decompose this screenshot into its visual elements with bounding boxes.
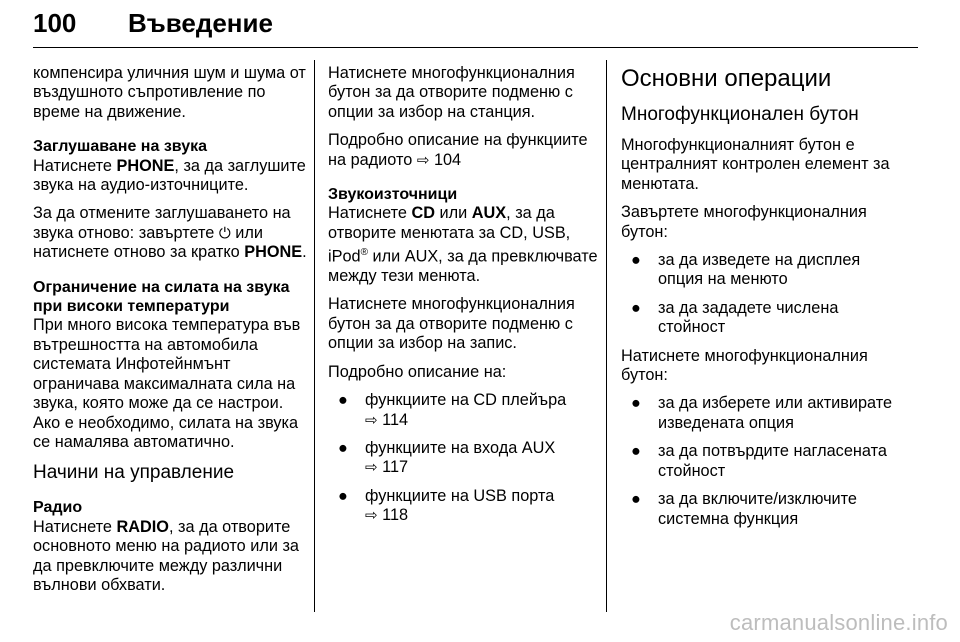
column-3 bbox=[621, 64, 896, 538]
list-item-text: за да изведете на дисплея опция на менюто bbox=[658, 251, 861, 289]
column-divider-1 bbox=[314, 60, 315, 612]
bullet-icon: ● bbox=[338, 486, 348, 505]
mute-paragraph-2 bbox=[33, 204, 308, 262]
mute-heading: Заглушаване на звука bbox=[33, 138, 208, 156]
bullet-icon: ● bbox=[631, 251, 641, 270]
list-item-text: функциите на входа AUX bbox=[365, 438, 556, 457]
radio-key: RADIO bbox=[116, 517, 169, 536]
intro-text: компенсира уличния шум и шума от въздушното съпротивление по време на движение. bbox=[33, 64, 306, 121]
phone-key: PHONE bbox=[244, 243, 303, 262]
list-item bbox=[621, 394, 896, 433]
watermark: carmanualsonline.info bbox=[729, 610, 948, 635]
radio-heading: Радио bbox=[33, 499, 83, 517]
radio-paragraph bbox=[33, 518, 308, 596]
list-item bbox=[621, 442, 896, 481]
basic-operations-heading: Основни операции bbox=[621, 65, 832, 92]
page-number: 100 bbox=[33, 8, 77, 38]
column-1 bbox=[33, 64, 308, 604]
page-ref-arrow-icon: ⇨ bbox=[365, 411, 378, 429]
volume-limit-heading: Ограничение на силата на звука при високи температури bbox=[33, 278, 290, 316]
text: За да отмените заглушаването на звука отново: завъртете bbox=[33, 204, 291, 242]
source-functions-list bbox=[328, 391, 600, 525]
page-ref: 104 bbox=[433, 150, 462, 169]
press-list bbox=[621, 394, 896, 528]
list-item-text: за да включите/изключите системна функция bbox=[658, 490, 857, 528]
multifunction-knob-heading: Многофункционален бутон bbox=[621, 104, 859, 125]
power-knob-icon: ⏻ bbox=[218, 224, 231, 242]
rotate-list bbox=[621, 251, 896, 338]
sources-paragraph bbox=[328, 204, 600, 286]
list-item bbox=[621, 490, 896, 529]
cd-key: CD bbox=[411, 204, 436, 223]
page-ref-arrow-icon: ⇨ bbox=[365, 459, 378, 477]
page-ref: 118 bbox=[382, 506, 409, 525]
list-item-text: за да изберете или активирате изведената опция bbox=[658, 394, 893, 432]
phone-key: PHONE bbox=[116, 156, 175, 175]
volume-limit-paragraph: При много висока температура във вътрешността на автомобила системата Инфотейнмънт ограничава максималната сила на звука, която може да се настрои. Ако е необходимо, силата на звука се намалява автоматично. bbox=[33, 316, 301, 451]
list-item bbox=[328, 487, 600, 526]
list-item-text: за да зададете числена стойност bbox=[658, 298, 839, 337]
text: , за да отворите основното меню на радиото или за да превключите между различни вълнови обхвати. bbox=[33, 517, 299, 594]
text: . bbox=[302, 243, 307, 262]
radio-functions-paragraph bbox=[328, 131, 600, 170]
list-item bbox=[328, 439, 600, 478]
text: Натиснете bbox=[33, 517, 117, 536]
mute-paragraph-1 bbox=[33, 157, 308, 196]
column-divider-2 bbox=[606, 60, 607, 612]
controls-heading: Начини на управление bbox=[33, 462, 235, 484]
text: Натиснете bbox=[328, 204, 412, 223]
list-item bbox=[621, 251, 896, 290]
details-paragraph: Подробно описание на: bbox=[328, 362, 507, 381]
track-menu-paragraph: Натиснете многофункционалния бутон за да отворите подменю с опции за избор на запис. bbox=[328, 295, 575, 353]
list-item-text: функциите на CD плейъра bbox=[365, 391, 567, 410]
bullet-icon: ● bbox=[631, 394, 641, 413]
list-item bbox=[621, 299, 896, 338]
knob-intro-paragraph: Многофункционалният бутон е централният контролен елемент за менютата. bbox=[621, 136, 890, 193]
rotate-knob-paragraph: Завъртете многофункционалния бутон: bbox=[621, 203, 867, 241]
header-rule bbox=[33, 47, 918, 48]
page-title: Въведение bbox=[128, 8, 273, 38]
bullet-icon: ● bbox=[338, 391, 348, 410]
aux-key: AUX bbox=[471, 204, 507, 223]
registered-mark: ® bbox=[360, 247, 368, 259]
bullet-icon: ● bbox=[631, 490, 641, 509]
bullet-icon: ● bbox=[631, 298, 641, 317]
text: или натиснете отново за кратко bbox=[33, 223, 263, 262]
list-item bbox=[328, 391, 600, 430]
text: Подробно описание на функциите на радиото bbox=[328, 131, 588, 169]
text: Натиснете bbox=[33, 156, 117, 175]
list-item-text: за да потвърдите нагласената стойност bbox=[658, 442, 887, 480]
text: , за да отворите менютата за CD, USB, iPod bbox=[328, 204, 571, 266]
text: или bbox=[435, 204, 472, 223]
page-ref: 117 bbox=[382, 458, 409, 477]
press-knob-paragraph: Натиснете многофункционалния бутон: bbox=[621, 346, 868, 385]
list-item-text: функциите на USB порта bbox=[365, 486, 555, 505]
sources-heading: Звукоизточници bbox=[328, 186, 458, 204]
page-ref-arrow-icon: ⇨ bbox=[365, 507, 378, 525]
bullet-icon: ● bbox=[631, 442, 641, 461]
page-ref-arrow-icon: ⇨ bbox=[416, 151, 430, 169]
column-2 bbox=[328, 64, 600, 535]
page-ref: 114 bbox=[382, 410, 409, 429]
bullet-icon: ● bbox=[338, 438, 348, 457]
text: , за да заглушите звука на аудио-източниците. bbox=[33, 156, 306, 195]
text: или AUX, за да превключвате между тези менюта. bbox=[328, 247, 598, 286]
page-header bbox=[33, 6, 918, 46]
station-menu-paragraph: Натиснете многофункционалния бутон за да отворите подменю с опции за избор на станция. bbox=[328, 64, 575, 121]
